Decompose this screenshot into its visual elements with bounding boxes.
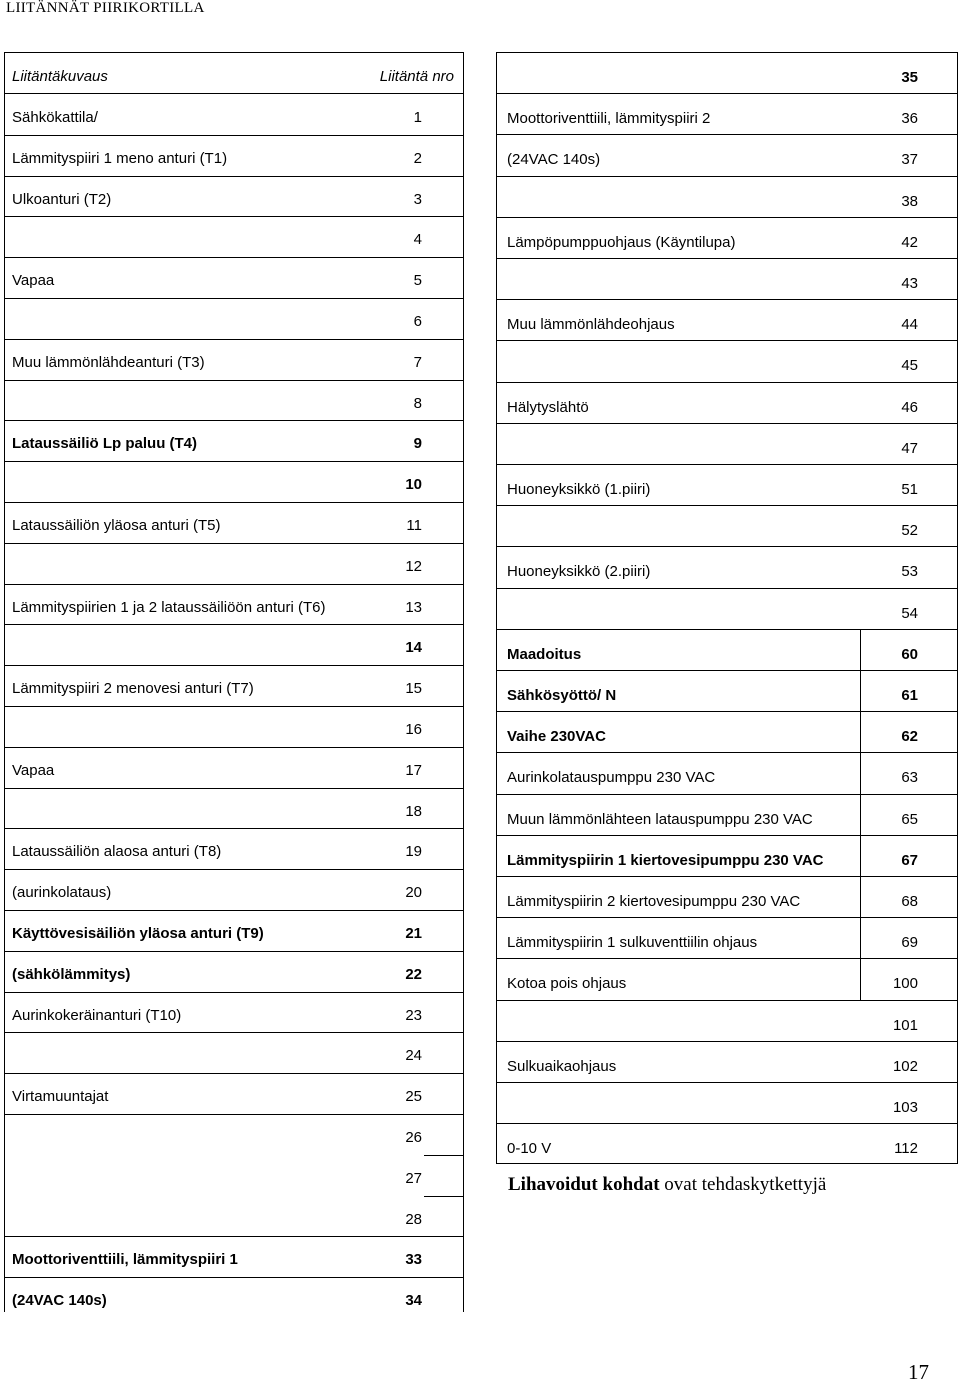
row-label: Sulkuaikaohjaus [507, 1057, 617, 1075]
row-label: Lämmityspiiri 1 meno anturi (T1) [12, 149, 228, 167]
row-label: Aurinkolatauspumppu 230 VAC [507, 769, 716, 787]
table-row [4, 380, 464, 421]
footnote [508, 1174, 826, 1196]
row-number: 37 [901, 151, 918, 169]
row-label: (sähkölämmitys) [12, 965, 131, 983]
row-number: 61 [901, 687, 918, 704]
table-row [496, 711, 958, 752]
row-number: 26 [405, 1129, 422, 1146]
table-row [4, 624, 464, 665]
table-row [4, 298, 464, 339]
row-number: 11 [406, 517, 422, 534]
row-label: (aurinkolataus) [12, 884, 112, 902]
table-row [4, 543, 464, 584]
table-row [496, 958, 958, 999]
table-row [496, 93, 958, 134]
table-row [496, 1000, 958, 1041]
row-number: 17 [405, 761, 422, 779]
table-row [4, 420, 464, 461]
row-number: 22 [405, 965, 422, 983]
footnote-bold: Lihavoidut kohdat [508, 1174, 660, 1195]
row-label: Huoneyksikkö (2.piiri) [507, 563, 651, 581]
table-row [4, 135, 464, 176]
table-row [4, 1032, 464, 1073]
table-row [4, 665, 464, 706]
row-label: Käyttövesisäiliön yläosa anturi (T9) [12, 925, 264, 942]
row-label: (24VAC 140s) [12, 1292, 107, 1310]
table-row [4, 461, 464, 502]
row-label: Muu lämmönlähdeanturi (T3) [12, 353, 205, 371]
row-label: Huoneyksikkö (1.piiri) [507, 481, 651, 498]
row-number: 16 [405, 721, 422, 738]
page-title: LIITÄNNÄT PIIRIKORTILLA [6, 0, 205, 16]
row-label: Vapaa [12, 761, 55, 779]
row-number: 60 [901, 645, 918, 663]
table-row [496, 217, 958, 258]
row-label: Vaihe 230VAC [507, 728, 606, 746]
row-label: Lämpöpumppuohjaus (Käyntilupa) [507, 233, 736, 251]
row-number: 9 [413, 435, 422, 453]
row-number: 101 [892, 1016, 918, 1034]
footnote-rest: ovat tehdaskytkettyjä [659, 1174, 827, 1195]
row-number: 69 [901, 934, 918, 952]
table-row [4, 747, 464, 788]
row-label: Muu lämmönlähdeohjaus [507, 316, 675, 334]
row-number: 6 [413, 313, 422, 330]
row-number: 45 [901, 357, 918, 375]
table-row [496, 134, 958, 175]
row-number: 27 [405, 1169, 422, 1187]
table-row [496, 258, 958, 299]
row-number: 52 [901, 522, 918, 540]
row-number: 7 [413, 353, 422, 371]
table-row [4, 951, 464, 992]
row-label: 0-10 V [507, 1140, 552, 1158]
row-number: 8 [413, 394, 422, 412]
table-row [4, 828, 464, 869]
row-number: 23 [405, 1006, 422, 1024]
table-row [496, 1082, 958, 1123]
row-number: 38 [901, 192, 918, 210]
table-row [4, 910, 464, 951]
row-number: 5 [413, 272, 422, 290]
row-number: 33 [405, 1251, 422, 1269]
row-label: Lämmityspiirien 1 ja 2 lataussäiliöön anturi (T6) [12, 598, 326, 616]
table-row [496, 588, 958, 629]
table-row [496, 794, 958, 835]
table-row [496, 176, 958, 217]
table-row [4, 1196, 464, 1237]
row-label: Muun lämmönlähteen latauspumppu 230 VAC [507, 810, 813, 828]
table-row [496, 423, 958, 464]
table-row [4, 1114, 464, 1155]
row-number: 25 [405, 1088, 422, 1106]
row-number: 1 [413, 109, 422, 126]
row-number: 10 [405, 476, 422, 494]
table-row [496, 299, 958, 340]
table-row [496, 464, 958, 505]
row-label: Lämmityspiirin 1 sulkuventtiilin ohjaus [507, 934, 758, 952]
row-number: 112 [894, 1140, 918, 1158]
row-number: 67 [901, 851, 918, 869]
row-label: Sähkökattila/ [12, 109, 98, 126]
row-number: 36 [901, 110, 918, 128]
table-row [496, 546, 958, 587]
row-number: 44 [901, 316, 918, 334]
row-label: Kotoa pois ohjaus [507, 975, 627, 993]
table-row [496, 52, 958, 93]
row-label: (24VAC 140s) [507, 151, 601, 169]
row-label: Hälytyslähtö [507, 398, 589, 416]
row-label: Lataussäiliön yläosa anturi (T5) [12, 517, 221, 534]
table-row [4, 176, 464, 217]
table-row [4, 339, 464, 380]
row-number: 21 [405, 925, 422, 942]
table-row [4, 706, 464, 747]
table-row [4, 502, 464, 543]
row-number: 103 [892, 1099, 918, 1116]
table-row [496, 382, 958, 423]
table-row [496, 670, 958, 711]
table-row [4, 869, 464, 910]
row-number: 12 [405, 557, 422, 575]
row-number: 42 [901, 233, 918, 251]
row-number: 65 [901, 810, 918, 828]
table-row [496, 629, 958, 670]
row-label: Lämmityspiirin 1 kiertovesipumppu 230 VAC [507, 851, 824, 869]
table-row [4, 584, 464, 625]
row-label: Ulkoanturi (T2) [12, 190, 112, 208]
table-row [496, 835, 958, 876]
left-table-header [4, 52, 464, 94]
table-row [496, 505, 958, 546]
row-number: 53 [901, 563, 918, 581]
table-row [496, 340, 958, 381]
table-row [496, 876, 958, 917]
table-row [4, 788, 464, 829]
row-number: 51 [901, 481, 918, 498]
row-number: 4 [413, 231, 422, 249]
row-number: 46 [901, 398, 918, 416]
row-number: 28 [405, 1210, 422, 1228]
row-label: Lataussäiliö Lp paluu (T4) [12, 435, 198, 453]
row-number: 24 [405, 1047, 422, 1065]
row-number: 14 [405, 639, 422, 657]
table-row [4, 1073, 464, 1114]
row-label: Lämmityspiiri 2 menovesi anturi (T7) [12, 680, 254, 698]
row-number: 18 [405, 802, 422, 820]
row-number: 100 [892, 975, 918, 993]
row-label: Maadoitus [507, 645, 582, 663]
table-border-top [4, 52, 464, 53]
left-connections-table [4, 52, 464, 1312]
row-number: 20 [405, 884, 422, 902]
table-row [4, 257, 464, 298]
table-row [496, 1041, 958, 1082]
row-number: 68 [901, 893, 918, 910]
row-number: 2 [413, 149, 422, 167]
table-row [4, 992, 464, 1033]
row-label: Moottoriventtiili, lämmityspiiri 1 [12, 1251, 238, 1269]
row-number: 19 [405, 843, 422, 861]
row-label: Aurinkokeräinanturi (T10) [12, 1006, 182, 1024]
row-number: 62 [901, 728, 918, 746]
table-row [4, 1277, 464, 1318]
row-number: 3 [413, 190, 422, 208]
row-number: 47 [901, 439, 918, 457]
row-label: Sähkösyöttö/ N [507, 687, 617, 704]
row-label: Lataussäiliön alaosa anturi (T8) [12, 843, 222, 861]
row-number: 15 [405, 680, 422, 698]
description-header: Liitäntäkuvaus [12, 68, 108, 85]
row-number: 54 [901, 604, 918, 622]
table-row [4, 216, 464, 257]
table-row [496, 917, 958, 958]
row-label: Vapaa [12, 272, 55, 290]
table-row [4, 94, 464, 135]
row-label: Moottoriventtiili, lämmityspiiri 2 [507, 110, 711, 128]
table-row [4, 1236, 464, 1277]
row-number: 102 [892, 1057, 918, 1075]
number-header: Liitäntä nro [379, 68, 454, 85]
row-label: Virtamuuntajat [12, 1088, 109, 1106]
row-label: Lämmityspiirin 2 kiertovesipumppu 230 VAC [507, 893, 801, 910]
table-row [496, 752, 958, 793]
row-number: 63 [901, 769, 918, 787]
row-number: 35 [901, 69, 918, 86]
row-number: 43 [901, 275, 918, 292]
row-number: 34 [405, 1292, 422, 1310]
right-connections-table [496, 52, 958, 1164]
table-row [4, 1155, 464, 1196]
page-number: 17 [908, 1360, 929, 1384]
table-row [496, 1123, 958, 1164]
row-number: 13 [405, 598, 422, 616]
